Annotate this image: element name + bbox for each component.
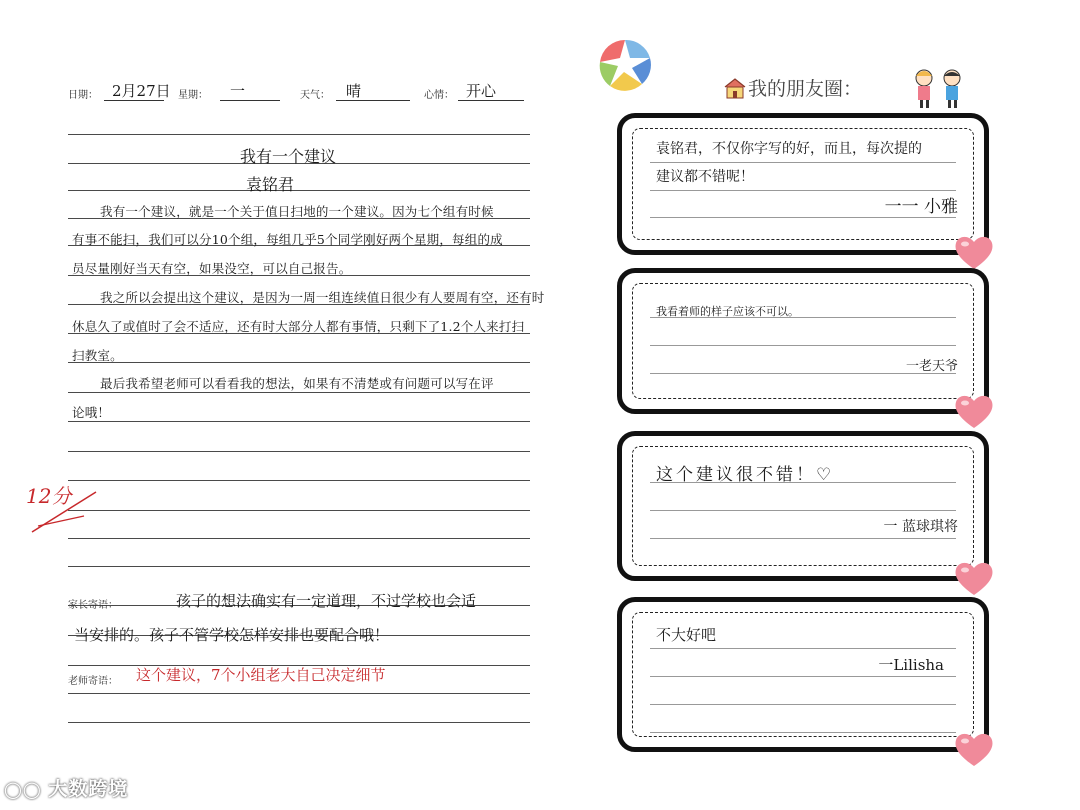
essay-line: 我有一个建议，就是一个关于值日扫地的一个建议。因为七个组有时候: [100, 204, 494, 219]
post-text: 袁铭君，不仅你字写的好，而且，每次提的: [656, 141, 922, 157]
date-label: 日期：: [68, 90, 98, 101]
post-text: 我看着师的样子应该不可以。: [656, 305, 799, 318]
grade-text: 12分: [26, 484, 72, 508]
heart-icon[interactable]: [952, 232, 996, 272]
friend-post-card: [617, 431, 989, 581]
post-text: 不大好吧: [656, 626, 717, 644]
kids-illustration-icon: [908, 66, 970, 114]
teacher-comment-label: 老师寄语：: [68, 676, 118, 687]
essay-line: 休息久了或值时了会不适应，还有时大部分人都有事情，只剩下了1.2个人来打扫: [72, 319, 525, 334]
weekday-value: 一: [230, 82, 246, 100]
friend-circle-title: 我的朋友圈：: [748, 78, 863, 100]
essay-line: 员尽量刚好当天有空，如果没空，可以自己报告。: [72, 261, 352, 276]
essay-line: 论哦！: [72, 405, 111, 420]
mood-label: 心情：: [424, 90, 454, 101]
house-icon: [722, 76, 748, 104]
post-signature: 一Lilisha: [878, 656, 944, 674]
parent-comment-line2: 当安排的。孩子不管学校怎样安排也要配合哦！: [74, 626, 390, 644]
essay-title: 我有一个建议: [240, 147, 337, 166]
post-signature: 一一 小雅: [884, 197, 958, 217]
parent-comment-line1: 孩子的想法确实有一定道理，不过学校也会适: [176, 592, 477, 610]
heart-icon[interactable]: [952, 558, 996, 598]
post-signature: 一老天爷: [905, 359, 958, 374]
diary-sheet: [26, 60, 545, 750]
watermark-text: 大数跨境: [48, 778, 129, 800]
weekday-label: 星期：: [178, 90, 208, 101]
heart-icon[interactable]: [952, 391, 996, 431]
grade-mark: [24, 468, 114, 538]
essay-line: 最后我希望老师可以看看我的想法，如果有不清楚或有问题可以写在评: [100, 376, 494, 391]
heart-icon[interactable]: [952, 729, 996, 769]
friend-post-card: [617, 597, 989, 752]
date-value: 2月27日: [112, 82, 171, 100]
weather-label: 天气：: [300, 90, 330, 101]
post-text: 这个建议很不错！♡: [656, 465, 835, 485]
camera-aperture-logo-icon: [590, 36, 660, 98]
teacher-comment: 这个建议，7个小组老大自己决定细节: [136, 666, 386, 684]
friend-post-card: [617, 268, 989, 414]
essay-line: 我之所以会提出这个建议，是因为一周一组连续值日很少有人要周有空，还有时: [100, 290, 545, 305]
essay-author: 袁铭君: [246, 175, 295, 194]
weather-value: 晴: [346, 82, 362, 100]
essay-line: 扫教室。: [72, 348, 123, 363]
post-signature: 一 蓝球琪将: [883, 519, 958, 535]
friend-post-card: [617, 113, 989, 255]
essay-line: 有事不能扫，我们可以分10个组，每组几乎5个同学刚好两个星期，每组的成: [72, 232, 503, 247]
watermark: ◯◯ 大数跨境: [4, 778, 129, 800]
parent-comment-label: 家长寄语：: [68, 600, 118, 611]
post-text: 建议都不错呢！: [656, 169, 754, 185]
mood-value: 开心: [466, 82, 497, 100]
